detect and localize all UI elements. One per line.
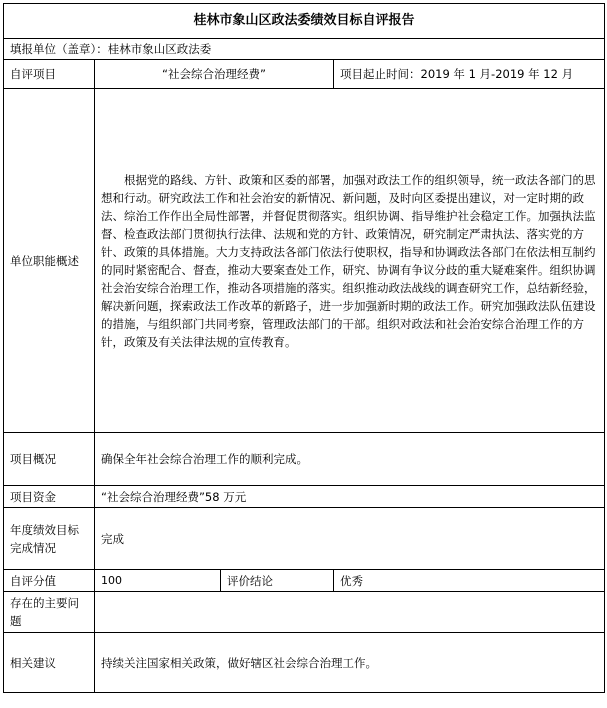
suggestions-value: 持续关注国家相关政策，做好辖区社会综合治理工作。	[95, 633, 605, 693]
suggestions-label: 相关建议	[4, 633, 95, 693]
duties-label: 单位职能概述	[4, 89, 95, 433]
annual-label: 年度绩效目标完成情况	[4, 508, 95, 570]
report-title: 桂林市象山区政法委绩效目标自评报告	[4, 4, 605, 39]
funds-label: 项目资金	[4, 486, 95, 508]
duties-row	[4, 89, 605, 433]
overview-row	[4, 433, 605, 486]
project-period-cell	[334, 60, 605, 89]
suggestions-row	[4, 633, 605, 693]
funds-row	[4, 486, 605, 508]
fill-unit-cell	[4, 39, 605, 60]
score-label: 自评分值	[4, 570, 95, 592]
fill-unit-value: 桂林市象山区政法委	[107, 42, 212, 56]
project-period-label: 项目起止时间：	[340, 67, 421, 81]
conclusion-label: 评价结论	[221, 570, 334, 592]
fill-unit-row	[4, 39, 605, 60]
problems-value	[95, 592, 605, 633]
score-value: 100	[95, 570, 221, 592]
duties-text: 根据党的路线、方针、政策和区委的部署，加强对政法工作的组织领导，统一政法各部门的思想和行动。研究政法工作和社会治安的新情况、新问题，及时向区委提出建议，对一定时期的政法、综治工作作出全局性部署，并督促贯彻落实。组织协调、指导维护社会稳定工作。加强执法监督、检查政法部门贯彻执行法律、法规和党的方针、政策情况，研究制定严肃执法、落实党的方针、政策的具体措施。大力支持政法各部门依法行使职权，指导和协调政法各部门在依法相互制约的同时紧密配合、督查，推动大要案查处工作，研究、协调有争议分歧的重大疑难案件。组织协调社会治安综合治理工作，推动各项措施的落实。组织推动政法战线的调查研究工作，总结新经验，解决新问题，探索政法工作改革的新路子，进一步加强新时期的政法工作。研究加强政法队伍建设的措施，与组织部门共同考察，管理政法部门的干部。组织对政法和社会治安综合治理工作的方针，政策及有关法律法规的宣传教育。	[95, 89, 605, 433]
conclusion-value: 优秀	[334, 570, 605, 592]
overview-value: 确保全年社会综合治理工作的顺利完成。	[95, 433, 605, 486]
project-period-value: 2019 年 1 月-2019 年 12 月	[420, 67, 574, 81]
problems-label: 存在的主要问题	[4, 592, 95, 633]
fill-unit-label: 填报单位（盖章）：	[10, 42, 108, 56]
title-row	[4, 4, 605, 39]
funds-value: “社会综合治理经费”58 万元	[95, 486, 605, 508]
project-row	[4, 60, 605, 89]
project-value: “社会综合治理经费”	[95, 60, 334, 89]
overview-label: 项目概况	[4, 433, 95, 486]
annual-row	[4, 508, 605, 570]
score-row	[4, 570, 605, 592]
annual-value: 完成	[95, 508, 605, 570]
report-table	[3, 3, 605, 693]
project-label: 自评项目	[4, 60, 95, 89]
problems-row	[4, 592, 605, 633]
